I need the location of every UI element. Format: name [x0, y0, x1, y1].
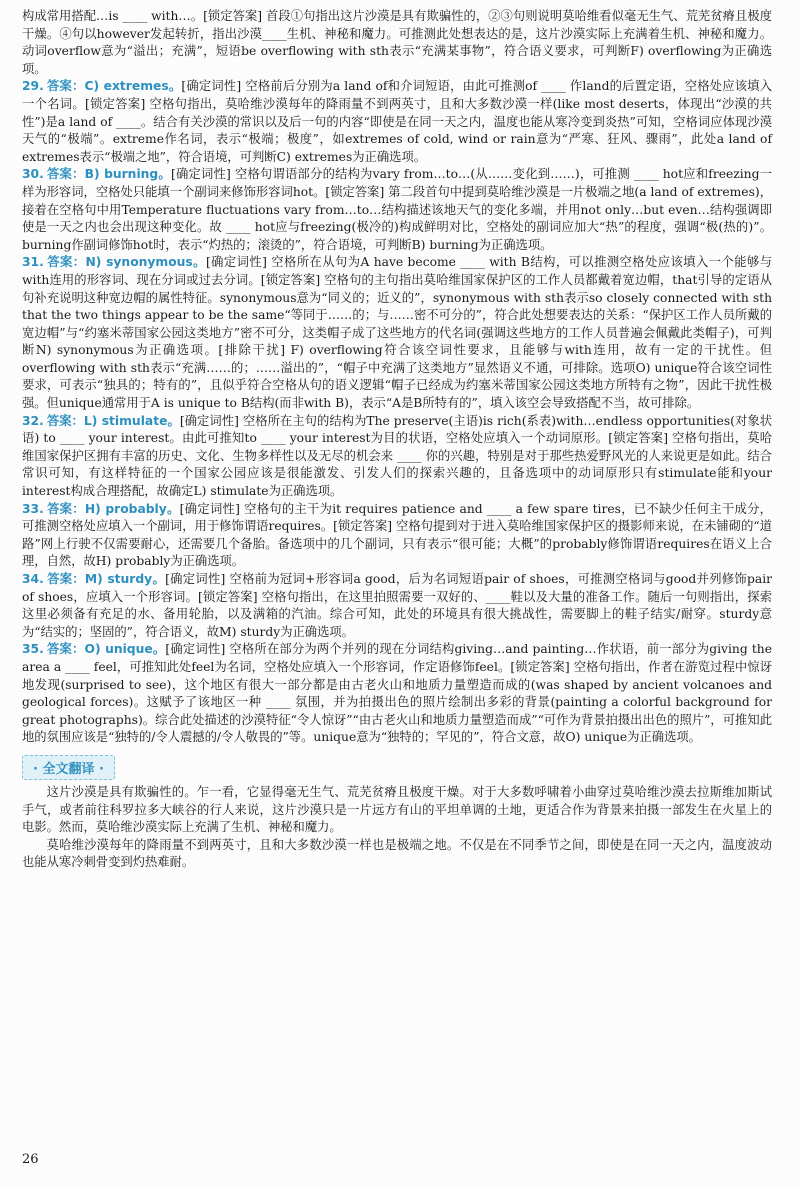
item-explanation: [确定词性] 空格前为冠词+形容词a good，后为名词短语pair of shoes，可推测空格词与good并列修饰pair of shoes，应填入一个形容词。[锁定答案] 空格句指出，在这里拍照需要一双好的、____鞋以及大量的准备工作。随后一句则指出，探索这里必须备有充足的水、备用轮胎，以及满箱的汽油。综合可知，此处的环境具有很大挑战性，需要脚上的鞋子结实/耐穿。sturdy意为“结实的；坚固的”，符合语义，故M) sturdy为正确选项。	[22, 572, 772, 639]
answer-item-31	[22, 254, 772, 412]
translation-section-title: · 全文翻译 ·	[22, 755, 115, 780]
item-number: 31.	[22, 255, 44, 270]
item-number: 29.	[22, 79, 44, 94]
translation-paragraph: 这片沙漠是具有欺骗性的。乍一看，它显得毫无生气、荒芜贫瘠且极度干燥。对于大多数呼啸着小曲穿过莫哈维沙漠去拉斯维加斯试手气，或者前往科罗拉多大峡谷的行人来说，这片沙漠只是一片远方有山的平坦单调的土地，更适合作为背景来拍摄一部发生在火星上的电影。然而，莫哈维沙漠实际上充满了生机、神秘和魔力。	[22, 784, 772, 835]
item-explanation: [确定词性] 空格所在从句为A have become ____ with B结构，可以推测空格处应该填入一个能够与with连用的形容词、现在分词或过去分词。[锁定答案] 空格句的主句指出莫哈维国家保护区的工作人员都戴着宽边帽，that引导的定语从句补充说明这种宽边帽的属性特征。synonymous意为“同义的；近义的”，synonymous with sth表示so closely connected with sth that the two things appear to be the same“等同于……的；与……密不可分的”，符合此处想要表达的关系：“保护区工作人员所戴的宽边帽”与“约塞米蒂国家公园这类地方”密不可分，这类帽子成了这些地方的代名词(强调这些地方的工作人员普遍会佩戴此类帽子)，可判断N) synonymous为正确选项。[排除干扰] F) overflowing符合该空词性要求，且能够与with连用，故有一定的干扰性。但overflowing with sth表示“充满……的；……溢出的”，“帽子中充满了这类地方”显然语义不通，可排除。选项O) unique符合该空词性要求，可表示“独具的；特有的”，且似乎符合空格从句的语义逻辑“帽子已经成为约塞米蒂国家公园这类地方所特有之物”，因此干扰性极强。但unique通常用于A is unique to B结构(而非with B)，表示“A是B所特有的”，填入该空会导致搭配不当，故可排除。	[22, 255, 772, 411]
answer-items	[22, 78, 772, 747]
item-answer: 答案：H) probably。	[46, 501, 180, 516]
item-number: 32.	[22, 413, 44, 428]
item-explanation: [确定词性] 空格所在部分为两个并列的现在分词结构giving…and painting…作状语，前一部分为giving the area a ____ feel，可推知此处feel为名词，空格处应填入一个形容词，作定语修饰feel。[锁定答案] 空格句指出，作者在游览过程中惊讶地发现(surprised to see)，这个地区有很大一部分都是由古老火山和地质力量塑造而成的(was shaped by ancient volcanoes and geological forces)。这赋予了该地区一种 ____ 氛围，并为拍摄出色的照片绘制出多彩的背景(painting a colorful background for great photographs)。综合此处描述的沙漠特征“令人惊讶”“由古老火山和地质力量塑造而成”“可作为背景拍摄出出色的照片”，可推知此地的氛围应该是“独特的/令人震撼的/令人敬畏的”等。unique意为“独特的；罕见的”，符合文意，故O) unique为正确选项。	[22, 642, 772, 745]
item-explanation: [确定词性] 空格句谓语部分的结构为vary from…to…(从……变化到……)，可推测 ____ hot应和freezing一样为形容词，空格处只能填一个副词来修饰形容词hot。[锁定答案] 第二段首句中提到莫哈维沙漠是一片极端之地(a land of extremes)，接着在空格句中用Temperature fluctuations vary from…to…结构描述该地天气的变化多端，并用not only…but even…结构强调即使是一天之内也会出现这种变化。故 ____ hot应与freezing(极冷的)构成鲜明对比，空格处的副词应加大“热”的程度，强调“极(热的)”。burning作副词修饰hot时，表示“灼热的；滚烫的”，符合语境，可判断B) burning为正确选项。	[22, 167, 772, 252]
answer-item-33	[22, 501, 772, 571]
item-explanation: [确定词性] 空格句的主干为it requires patience and ____ a few spare tires，已不缺少任何主干成分，可推测空格处应填入一个副词，用于修饰谓语requires。[锁定答案] 空格句提到对于进入莫哈维国家保护区的摄影师来说，在未铺砌的“道路”网上行驶不仅需要耐心，还需要几个备胎。备选项中的几个副词，只有表示“很可能；大概”的probably修饰谓语requires在语义上合理，自然，故H) probably为正确选项。	[22, 501, 772, 569]
item-answer: 答案：O) unique。	[46, 642, 166, 657]
answer-item-35	[22, 641, 772, 747]
intro-paragraph: 构成常用搭配…is ____ with…。[锁定答案] 首段①句指出这片沙漠是具有欺骗性的，②③句则说明莫哈维看似毫无生气、荒芜贫瘠且极度干燥。④句以however发起转折，指出沙漠____生机、神秘和魔力。可推测此处想表达的是，这片沙漠实际上充满着生机、神秘和魔力。动词overflow意为“溢出；充满”，短语be overflowing with sth表示“充满某事物”，符合语义要求，可判断F) overflowing为正确选项。	[22, 9, 772, 76]
item-explanation: [确定词性] 空格所在主句的结构为The preserve(主语)is rich(系表)with…endless opportunities(对象状语) to ____ your interest。由此可推知to ____ your interest为目的状语，空格处应填入一个动词原形。[锁定答案] 空格句指出，莫哈维国家保护区拥有丰富的历史、文化、生物多样性以及无尽的机会来 ____ 你的兴趣，特别是对于那些热爱野风光的人来说更是如此。结合常识可知，有这样特征的一个国家公园应该是很能激发、引发人们的探索兴趣的，且备选项中的动词原形只有stimulate能和your interest构成合理搭配，故确定L) stimulate为正确选项。	[22, 413, 772, 499]
page-number: 26	[22, 1152, 39, 1167]
item-answer: 答案：N) synonymous。	[46, 255, 206, 270]
answer-item-34	[22, 571, 772, 641]
item-explanation: [确定词性] 空格前后分别为a land of和介词短语，由此可推测of ____ 作land的后置定语，空格处应该填入一个名词。[锁定答案] 空格句指出，莫哈维沙漠每年的降雨量不到两英寸，且和大多数沙漠一样(like most deserts，体现出“沙漠的共性”)是a land of ____。结合有关沙漠的常识以及后一句的内容“即使是在同一天之内，温度也能从寒冷变到炎热”可知，空格词应体现沙漠天气的“极端”。extreme作名词，表示“极端；极度”，如extremes of cold, wind or rain意为“严寒、狂风、骤雨”，此处a land of extremes表示“极端之地”，符合语境，可判断C) extremes为正确选项。	[22, 79, 773, 164]
item-number: 35.	[22, 642, 44, 657]
item-answer: 答案：M) sturdy。	[46, 572, 166, 586]
answer-item-29	[22, 78, 772, 166]
answer-item-32	[22, 413, 772, 501]
item-answer: 答案：C) extremes。	[46, 79, 182, 94]
item-answer: 答案：L) stimulate。	[46, 413, 180, 428]
item-number: 33.	[22, 501, 44, 516]
item-answer: 答案：B) burning。	[46, 167, 171, 182]
translation-paragraph: 莫哈维沙漠每年的降雨量不到两英寸，且和大多数沙漠一样也是极端之地。不仅是在不同季节之间，即使是在同一天之内，温度波动也能从寒冷刺骨变到灼热难耐。	[22, 837, 772, 870]
item-number: 30.	[22, 167, 44, 182]
item-number: 34.	[22, 572, 44, 586]
answer-item-30	[22, 166, 772, 254]
